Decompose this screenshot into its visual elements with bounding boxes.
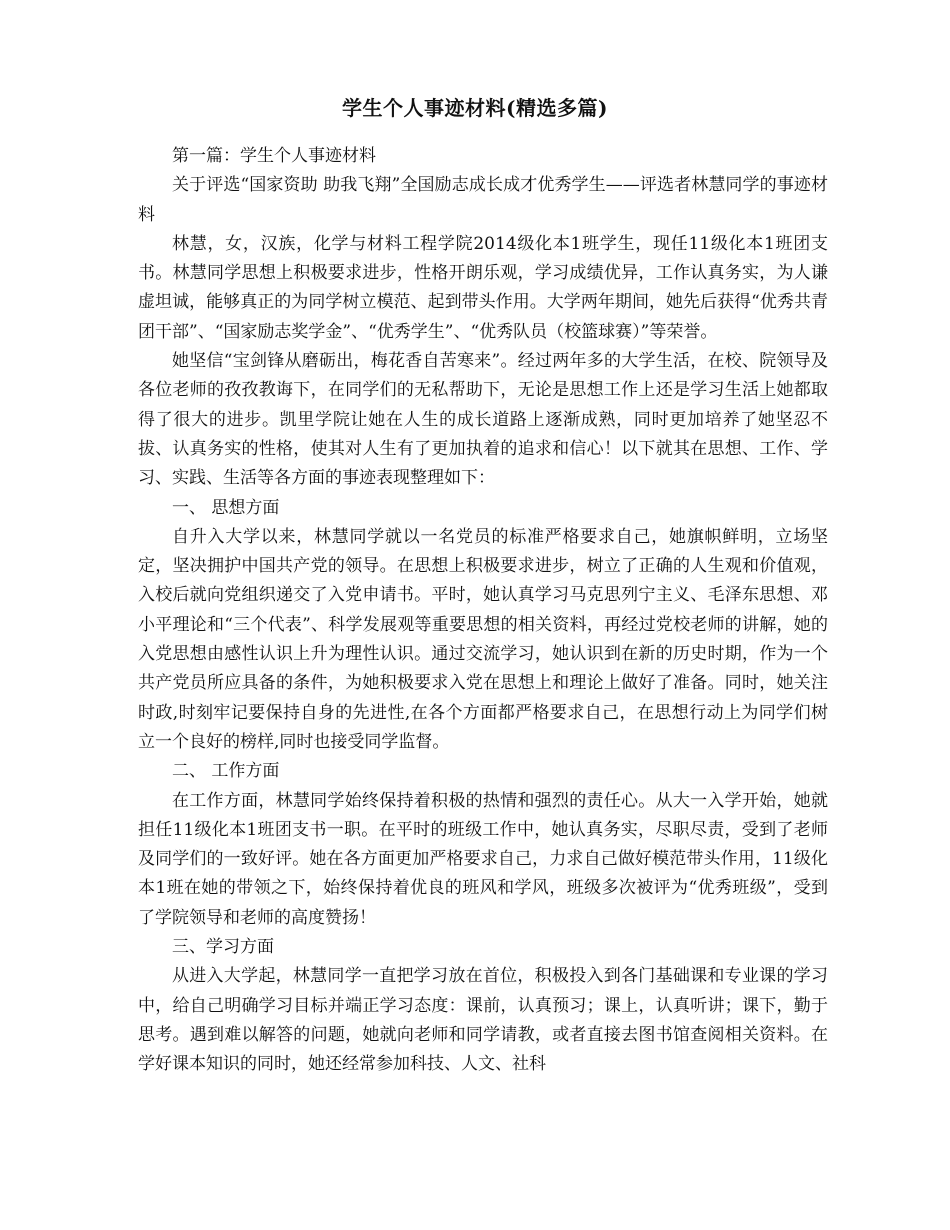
document-body [138,142,828,1080]
paragraph-introduction: 林慧，女，汉族，化学与材料工程学院2014级化本1班学生，现任11级化本1班团支书。林慧同学思想上积极要求进步，性格开朗乐观，学习成绩优异，工作认真务实，为人谦虚坦诚，能够真正的为同学树立模范、起到带头作用。大学两年期间，她先后获得“优秀共青团干部”、“国家励志奖学金”、“优秀学生”、“优秀队员（校篮球赛）”等荣誉。 [138,233,828,342]
heading-work: 二、 工作方面 [172,761,280,782]
paragraph-section-heading-1: 第一篇：学生个人事迹材料 [172,146,376,166]
paragraph-overview: 她坚信“宝剑锋从磨砺出，梅花香自苦寒来”。经过两年多的大学生活，在校、院领导及各位老师的孜孜教诲下，在同学们的无私帮助下，无论是思想工作上还是学习生活上她都取得了很大的进步。凯里学院让她在人生的成长道路上逐渐成熟，同时更加培养了她坚忍不拔、认真务实的性格，使其对人生有了更加执着的追求和信心！以下就其在思想、工作、学习、实践、生活等各方面的事迹表现整理如下： [138,351,828,489]
paragraph-work: 在工作方面，林慧同学始终保持着积极的热情和强烈的责任心。从大一入学开始，她就担任11级化本1班团支书一职。在平时的班级工作中，她认真务实，尽职尽责，受到了老师及同学们的一致好评。她在各方面更加严格要求自己，力求自己做好模范带头作用，11级化本1班在她的带领之下，始终保持着优良的班风和学风，班级多次被评为“优秀班级”，受到了学院领导和老师的高度赞扬！ [138,790,828,928]
paragraph-study: 从进入大学起，林慧同学一直把学习放在首位，积极投入到各门基础课和专业课的学习中，给自己明确学习目标并端正学习态度：课前，认真预习；课上，认真听讲；课下，勤于思考。遇到难以解答的问题，她就向老师和同学请教，或者直接去图书馆查阅相关资料。在学好课本知识的同时，她还经常参加科技、人文、社科 [138,966,828,1075]
heading-study: 三、学习方面 [172,937,274,958]
paragraph-subtitle: 关于评选“国家资助 助我飞翔”全国励志成长成才优秀学生——评选者林慧同学的事迹材料 [138,175,828,225]
document-title: 学生个人事迹材料(精选多篇) [342,96,608,120]
heading-thought: 一、 思想方面 [172,497,280,518]
paragraph-thought: 自升入大学以来，林慧同学就以一名党员的标准严格要求自己，她旗帜鲜明，立场坚定，坚决拥护中国共产党的领导。在思想上积极要求进步，树立了正确的人生观和价值观，入校后就向党组织递交了入党申请书。平时，她认真学习马克思列宁主义、毛泽东思想、邓小平理论和“三个代表”、科学发展观等重要思想的相关资料，再经过党校老师的讲解，她的入党思想由感性认识上升为理性认识。通过交流学习，她认识到在新的历史时期，作为一个共产党员所应具备的条件，为她积极要求入党在思想上和理论上做好了准备。同时，她关注时政,时刻牢记要保持自身的先进性,在各个方面都严格要求自己，在思想行动上为同学们树立一个良好的榜样,同时也接受同学监督。 [138,526,828,752]
